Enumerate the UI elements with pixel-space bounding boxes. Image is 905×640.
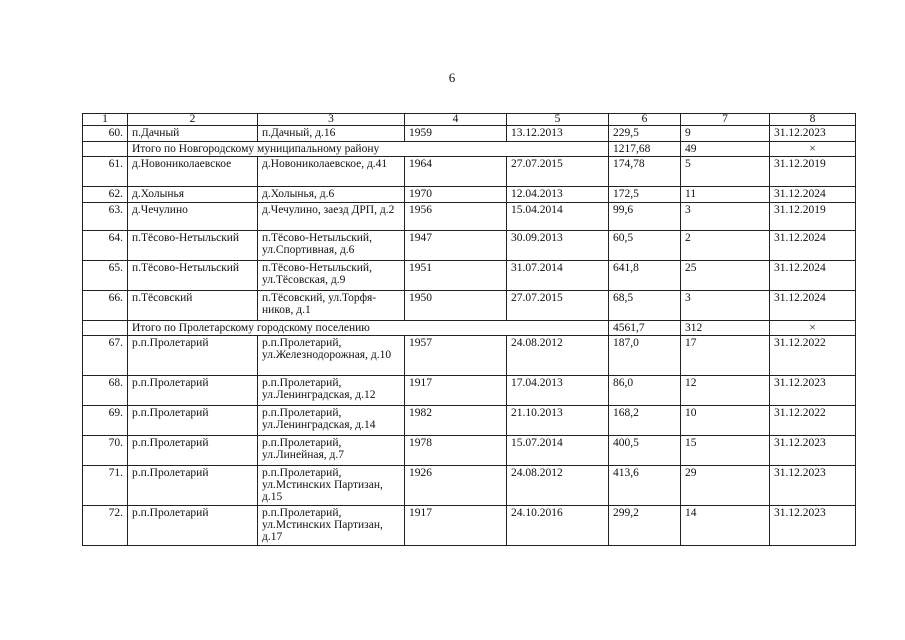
address-cell: п.Тёсово-Нетыльский, ул.Спортивная, д.6 xyxy=(258,231,405,261)
address-cell: п.Тёсово-Нетыльский, ул.Тёсовская, д.9 xyxy=(258,261,405,291)
row-number: 64. xyxy=(83,231,128,261)
address-cell: р.п.Пролетарий, ул.Ленинградская, д.14 xyxy=(258,406,405,436)
residents-cell: 49 xyxy=(681,142,770,157)
date-cell: 21.10.2013 xyxy=(507,406,609,436)
residents-cell: 2 xyxy=(681,231,770,261)
header-cell: 4 xyxy=(405,114,507,126)
year-cell: 1982 xyxy=(405,406,507,436)
date-cell: 24.08.2012 xyxy=(507,466,609,506)
deadline-cell: 31.12.2019 xyxy=(770,157,856,187)
date-cell: 27.07.2015 xyxy=(507,157,609,187)
settlement-cell: р.п.Пролетарий xyxy=(128,506,258,546)
residents-cell: 5 xyxy=(681,157,770,187)
date-cell: 17.04.2013 xyxy=(507,376,609,406)
deadline-cell: × xyxy=(770,321,856,336)
row-number: 67. xyxy=(83,336,128,376)
address-cell: д.Новониколаевское, д.41 xyxy=(258,157,405,187)
area-cell: 172,5 xyxy=(609,187,681,203)
settlement-cell: д.Холынья xyxy=(128,187,258,203)
settlement-cell: р.п.Пролетарий xyxy=(128,376,258,406)
table-row xyxy=(83,157,856,187)
table-row xyxy=(83,336,856,376)
housing-register-table xyxy=(82,113,856,546)
residents-cell: 9 xyxy=(681,126,770,142)
table-row xyxy=(83,406,856,436)
residents-cell: 10 xyxy=(681,406,770,436)
area-cell: 413,6 xyxy=(609,466,681,506)
subtotal-label: Итого по Пролетарскому городскому поселению xyxy=(128,321,609,336)
year-cell: 1964 xyxy=(405,157,507,187)
header-cell: 3 xyxy=(258,114,405,126)
address-cell: д.Холынья, д.6 xyxy=(258,187,405,203)
residents-cell: 12 xyxy=(681,376,770,406)
date-cell: 31.07.2014 xyxy=(507,261,609,291)
year-cell: 1917 xyxy=(405,506,507,546)
deadline-cell: 31.12.2023 xyxy=(770,466,856,506)
row-number: 69. xyxy=(83,406,128,436)
table-row xyxy=(83,126,856,142)
residents-cell: 14 xyxy=(681,506,770,546)
row-number: 70. xyxy=(83,436,128,466)
deadline-cell: × xyxy=(770,142,856,157)
row-number: 61. xyxy=(83,157,128,187)
residents-cell: 3 xyxy=(681,203,770,231)
row-number: 63. xyxy=(83,203,128,231)
table-row xyxy=(83,261,856,291)
table-row xyxy=(83,466,856,506)
date-cell: 24.08.2012 xyxy=(507,336,609,376)
area-cell: 60,5 xyxy=(609,231,681,261)
year-cell: 1956 xyxy=(405,203,507,231)
deadline-cell: 31.12.2023 xyxy=(770,436,856,466)
year-cell: 1970 xyxy=(405,187,507,203)
header-cell: 1 xyxy=(83,114,128,126)
page-number: 6 xyxy=(448,70,456,85)
year-cell: 1951 xyxy=(405,261,507,291)
year-cell: 1950 xyxy=(405,291,507,321)
area-cell: 4561,7 xyxy=(609,321,681,336)
area-cell: 68,5 xyxy=(609,291,681,321)
area-cell: 641,8 xyxy=(609,261,681,291)
year-cell: 1978 xyxy=(405,436,507,466)
row-number: 66. xyxy=(83,291,128,321)
address-cell: р.п.Пролетарий, ул.Мстинских Партизан, д.17 xyxy=(258,506,405,546)
row-number: 72. xyxy=(83,506,128,546)
deadline-cell: 31.12.2024 xyxy=(770,231,856,261)
settlement-cell: п.Тёсово-Нетыльский xyxy=(128,231,258,261)
header-cell: 7 xyxy=(681,114,770,126)
table-row xyxy=(83,291,856,321)
header-cell: 8 xyxy=(770,114,856,126)
residents-cell: 25 xyxy=(681,261,770,291)
residents-cell: 11 xyxy=(681,187,770,203)
header-cell: 5 xyxy=(507,114,609,126)
date-cell: 27.07.2015 xyxy=(507,291,609,321)
table-row xyxy=(83,436,856,466)
year-cell: 1957 xyxy=(405,336,507,376)
row-number: 62. xyxy=(83,187,128,203)
year-cell: 1947 xyxy=(405,231,507,261)
settlement-cell: п.Тёсовский xyxy=(128,291,258,321)
settlement-cell: р.п.Пролетарий xyxy=(128,436,258,466)
row-number: 65. xyxy=(83,261,128,291)
table-row xyxy=(83,506,856,546)
row-number: 68. xyxy=(83,376,128,406)
deadline-cell: 31.12.2022 xyxy=(770,406,856,436)
deadline-cell: 31.12.2023 xyxy=(770,126,856,142)
date-cell: 15.07.2014 xyxy=(507,436,609,466)
deadline-cell: 31.12.2019 xyxy=(770,203,856,231)
deadline-cell: 31.12.2022 xyxy=(770,336,856,376)
subtotal-row xyxy=(83,321,856,336)
settlement-cell: р.п.Пролетарий xyxy=(128,336,258,376)
address-cell: д.Чечулино, заезд ДРП, д.2 xyxy=(258,203,405,231)
settlement-cell: д.Новониколаевское xyxy=(128,157,258,187)
date-cell: 15.04.2014 xyxy=(507,203,609,231)
deadline-cell: 31.12.2024 xyxy=(770,187,856,203)
settlement-cell: п.Тёсово-Нетыльский xyxy=(128,261,258,291)
residents-cell: 17 xyxy=(681,336,770,376)
area-cell: 1217,68 xyxy=(609,142,681,157)
column-number-header xyxy=(83,114,856,126)
year-cell: 1959 xyxy=(405,126,507,142)
date-cell: 30.09.2013 xyxy=(507,231,609,261)
subtotal-row xyxy=(83,142,856,157)
residents-cell: 312 xyxy=(681,321,770,336)
area-cell: 400,5 xyxy=(609,436,681,466)
settlement-cell: р.п.Пролетарий xyxy=(128,406,258,436)
date-cell: 12.04.2013 xyxy=(507,187,609,203)
area-cell: 229,5 xyxy=(609,126,681,142)
deadline-cell: 31.12.2024 xyxy=(770,261,856,291)
row-number: 60. xyxy=(83,126,128,142)
table-row xyxy=(83,203,856,231)
subtotal-label: Итого по Новгородскому муниципальному району xyxy=(128,142,609,157)
deadline-cell: 31.12.2023 xyxy=(770,506,856,546)
blank-cell xyxy=(83,321,128,336)
year-cell: 1917 xyxy=(405,376,507,406)
date-cell: 13.12.2013 xyxy=(507,126,609,142)
area-cell: 168,2 xyxy=(609,406,681,436)
settlement-cell: д.Чечулино xyxy=(128,203,258,231)
year-cell: 1926 xyxy=(405,466,507,506)
deadline-cell: 31.12.2023 xyxy=(770,376,856,406)
address-cell: р.п.Пролетарий, ул.Железнодорожная, д.10 xyxy=(258,336,405,376)
area-cell: 299,2 xyxy=(609,506,681,546)
row-number: 71. xyxy=(83,466,128,506)
address-cell: п.Тёсовский, ул.Торфя-ников, д.1 xyxy=(258,291,405,321)
settlement-cell: р.п.Пролетарий xyxy=(128,466,258,506)
table-row xyxy=(83,187,856,203)
residents-cell: 15 xyxy=(681,436,770,466)
address-cell: р.п.Пролетарий, ул.Линейная, д.7 xyxy=(258,436,405,466)
area-cell: 86,0 xyxy=(609,376,681,406)
date-cell: 24.10.2016 xyxy=(507,506,609,546)
table-row xyxy=(83,376,856,406)
residents-cell: 3 xyxy=(681,291,770,321)
area-cell: 99,6 xyxy=(609,203,681,231)
area-cell: 187,0 xyxy=(609,336,681,376)
address-cell: р.п.Пролетарий, ул.Ленинградская, д.12 xyxy=(258,376,405,406)
area-cell: 174,78 xyxy=(609,157,681,187)
deadline-cell: 31.12.2024 xyxy=(770,291,856,321)
settlement-cell: п.Дачный xyxy=(128,126,258,142)
address-cell: п.Дачный, д.16 xyxy=(258,126,405,142)
blank-cell xyxy=(83,142,128,157)
residents-cell: 29 xyxy=(681,466,770,506)
address-cell: р.п.Пролетарий, ул.Мстинских Партизан, д.15 xyxy=(258,466,405,506)
header-cell: 2 xyxy=(128,114,258,126)
header-cell: 6 xyxy=(609,114,681,126)
table-row xyxy=(83,231,856,261)
